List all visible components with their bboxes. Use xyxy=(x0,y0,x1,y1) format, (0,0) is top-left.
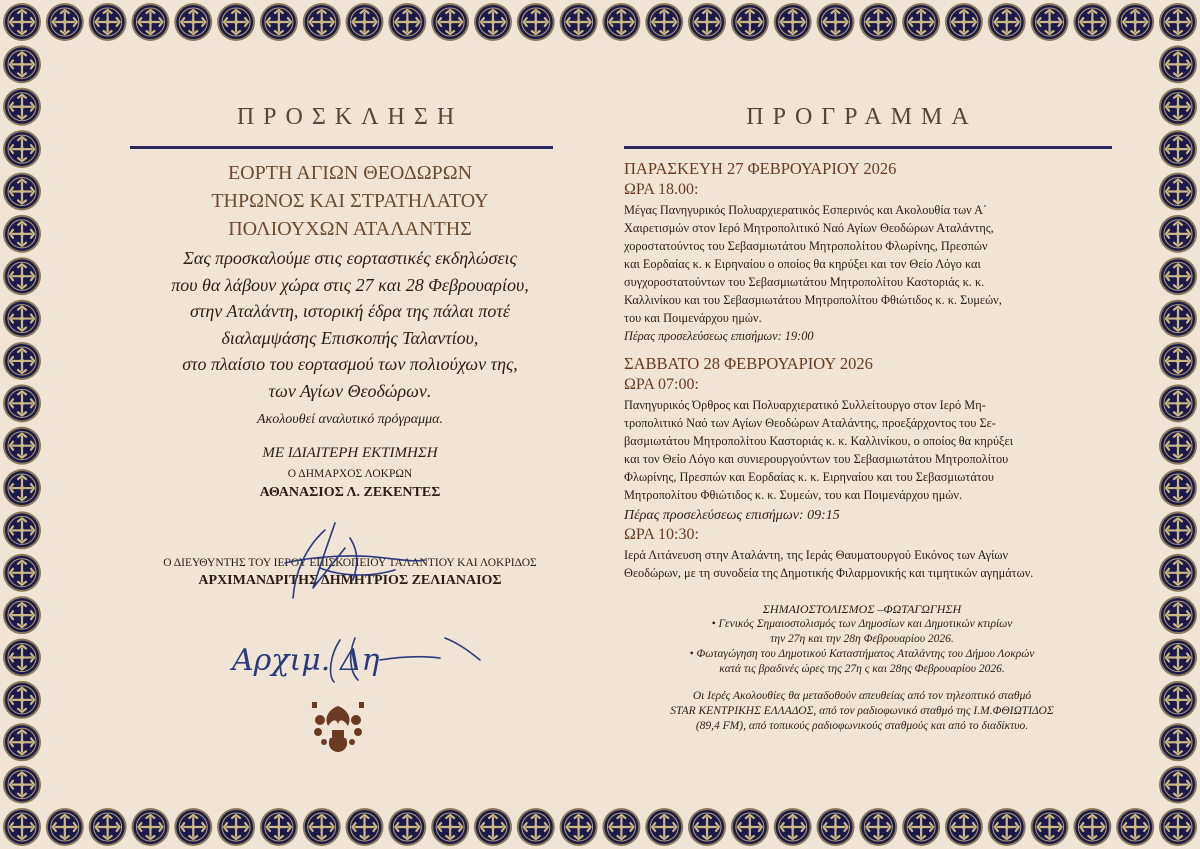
broadcast-line: STAR ΚΕΝΤΡΙΚΗΣ ΕΛΛΑΔΟΣ, από τον ραδιοφωνικό σταθμό της Ι.Μ.ΦΘΙΩΤΙΔΟΣ xyxy=(670,705,1054,717)
border-medallion-icon xyxy=(474,808,512,846)
border-medallion-icon xyxy=(1159,554,1197,592)
day1-time: ΩΡΑ 18.00: xyxy=(624,181,699,198)
mayor-role: Ο ΔΗΜΑΡΧΟΣ ΛΟΚΡΩΝ xyxy=(287,468,413,480)
broadcast-line: Οι Ιερές Ακολουθίες θα μεταδοθούν απευθείας από τον τηλεοπτικό σταθμό xyxy=(692,690,1032,702)
border-medallion-icon xyxy=(988,808,1026,846)
border-medallion-icon xyxy=(688,808,726,846)
border-medallion-icon xyxy=(1159,300,1197,338)
day2-end-note: Πέρας προσελεύσεως επισήμων: 09:15 xyxy=(624,508,840,523)
border-medallion-icon xyxy=(774,3,812,41)
description-line: Ιερά Λιτάνευση στην Αταλάντη, της Ιεράς Θαυματουργού Εικόνος των Αγίων xyxy=(624,548,1009,562)
border-medallion-icon xyxy=(303,3,341,41)
invitation-line: των Αγίων Θεοδώρων. xyxy=(268,380,432,401)
border-medallion-icon xyxy=(688,3,726,41)
border-medallion-icon xyxy=(3,215,41,253)
border-medallion-icon xyxy=(1116,3,1154,41)
day1-end-note: Πέρας προσελεύσεως επισήμων: 19:00 xyxy=(624,329,814,343)
director-signature xyxy=(230,630,490,690)
border-medallion-icon xyxy=(859,3,897,41)
feast-title xyxy=(105,159,595,243)
day2-time2: ΩΡΑ 10:30: xyxy=(624,526,699,543)
decoration-line: την 27η και την 28η Φεβρουαρίου 2026. xyxy=(770,633,954,645)
invitation-line: Σας προσκαλούμε στις εορταστικές εκδηλώσεις xyxy=(183,248,517,268)
feast-title-line: ΕΟΡΤΗ ΑΓΙΩΝ ΘΕΟΔΩΡΩΝ xyxy=(227,162,473,184)
border-medallion-icon xyxy=(1159,639,1197,677)
border-medallion-icon xyxy=(816,3,854,41)
feast-title-line: ΤΗΡΩΝΟΣ ΚΑΙ ΣΤΡΑΤΗΛΑΤΟΥ xyxy=(211,190,489,212)
border-medallion-icon xyxy=(1031,3,1069,41)
decoration-title: ΣΗΜΑΙΟΣΤΟΛΙΣΜΟΣ –ΦΩΤΑΓΩΓΗΣΗ xyxy=(762,602,962,616)
broadcast-block xyxy=(612,689,1112,734)
border-medallion-icon xyxy=(945,3,983,41)
border-medallion-icon xyxy=(260,3,298,41)
border-medallion-icon xyxy=(1031,808,1069,846)
border-medallion-icon xyxy=(645,3,683,41)
invitation-line: στο πλαίσιο του εορτασμού των πολιούχων της, xyxy=(182,354,518,374)
border-medallion-icon xyxy=(3,723,41,761)
decoration-block xyxy=(612,602,1112,677)
decoration-line: • Γενικός Σημαιοστολισμός των Δημοσίων και Δημοτικών κτιρίων xyxy=(711,618,1013,630)
border-medallion-icon xyxy=(3,681,41,719)
feast-title-line: ΠΟΛΙΟΥΧΩΝ ΑΤΑΛΑΝΤΗΣ xyxy=(228,218,472,240)
description-line: Φλωρίνης, Πρεσπών και Εορδαίας κ. κ. Ειρηναίου και του Σεβασμιωτάτου xyxy=(624,470,994,484)
day2-time: ΩΡΑ 07:00: xyxy=(624,376,699,393)
description-line: βασμιωτάτου Μητροπολίτου Καστοριάς κ. κ. Καλλινίκου, ο οποίος θα κηρύξει xyxy=(624,434,1014,448)
border-medallion-icon xyxy=(1159,88,1197,126)
description-line: Μέγας Πανηγυρικός Πολυαρχιερατικός Εσπερινός και Ακολουθία των Α΄ xyxy=(624,203,988,217)
broadcast-line: (89,4 FM), από τοπικούς ραδιοφωνικούς σταθμούς και από το διαδίκτυο. xyxy=(695,720,1029,732)
border-medallion-icon xyxy=(602,3,640,41)
border-medallion-icon xyxy=(988,3,1026,41)
border-medallion-icon xyxy=(346,808,384,846)
border-medallion-icon xyxy=(3,88,41,126)
border-medallion-icon xyxy=(131,3,169,41)
follow-note: Ακολουθεί αναλυτικό πρόγραμμα. xyxy=(256,412,444,427)
border-medallion-icon xyxy=(303,808,341,846)
border-medallion-icon xyxy=(46,3,84,41)
border-medallion-icon xyxy=(731,808,769,846)
border-medallion-icon xyxy=(560,3,598,41)
border-medallion-icon xyxy=(1116,808,1154,846)
border-medallion-icon xyxy=(902,3,940,41)
border-medallion-icon xyxy=(3,45,41,83)
description-line: Θεοδώρων, με τη συνοδεία της Δημοτικής Φιλαρμονικής και τιμητικών αγημάτων. xyxy=(624,566,1034,580)
border-medallion-icon xyxy=(517,3,555,41)
border-medallion-icon xyxy=(1159,215,1197,253)
border-medallion-icon xyxy=(3,172,41,210)
border-medallion-icon xyxy=(388,3,426,41)
day2-description xyxy=(612,396,1112,504)
border-medallion-icon xyxy=(431,808,469,846)
border-medallion-icon xyxy=(131,808,169,846)
border-medallion-icon xyxy=(217,3,255,41)
divider xyxy=(130,146,553,149)
description-line: και Εορδαίας κ. κ Ειρηναίου ο οποίος θα κηρύξει και τον Θείο Λόγο και xyxy=(624,257,981,271)
border-medallion-icon xyxy=(1159,469,1197,507)
decoration-line: κατά τις βραδινές ώρες της 27η ς και 28ης Φεβρουαρίου 2026. xyxy=(719,663,1005,675)
description-line: Μητροπολίτου Φθιώτιδος κ. κ. Συμεών, του και Ποιμενάρχου ημών. xyxy=(624,488,963,502)
border-medallion-icon xyxy=(1159,681,1197,719)
description-line: Πανηγυρικός Όρθρος και Πολυαρχιερατικό Συλλείτουργο στον Ιερό Μη- xyxy=(624,398,986,412)
border-medallion-icon xyxy=(902,808,940,846)
border-medallion-icon xyxy=(1159,45,1197,83)
description-line: χοροστατούντος του Σεβασμιωτάτου Μητροπολίτου Φλωρίνης, Πρεσπών xyxy=(624,239,988,253)
border-medallion-icon xyxy=(1159,511,1197,549)
border-medallion-icon xyxy=(3,130,41,168)
border-medallion-icon xyxy=(560,808,598,846)
invitation-text xyxy=(105,245,595,404)
invitation-heading: ΠΡΟΣΚΛΗΣΗ xyxy=(236,104,464,130)
description-line: και τον Θείο Λόγο και συνιερουργούντων του Σεβασμιωτάτου Μητροπολίτου xyxy=(624,452,1009,466)
day1-title: ΠΑΡΑΣΚΕΥΗ 27 ΦΕΒΡΟΥΑΡΙΟΥ 2026 xyxy=(624,159,897,178)
invitation-panel xyxy=(105,80,595,777)
border-medallion-icon xyxy=(3,766,41,804)
border-medallion-icon xyxy=(1159,808,1197,846)
border-medallion-icon xyxy=(731,3,769,41)
border-medallion-icon xyxy=(3,511,41,549)
border-medallion-icon xyxy=(260,808,298,846)
church-emblem-icon xyxy=(308,700,368,755)
border-medallion-icon xyxy=(3,596,41,634)
border-medallion-icon xyxy=(89,808,127,846)
description-line: Χαιρετισμών στον Ιερό Μητροπολιτικό Ναό Αγίων Θεοδώρων Αταλάντης, xyxy=(624,221,994,235)
border-medallion-icon xyxy=(1159,130,1197,168)
invitation-line: στην Αταλάντη, ιστορική έδρα της πάλαι ποτέ xyxy=(190,301,510,321)
border-medallion-icon xyxy=(602,808,640,846)
border-medallion-icon xyxy=(3,384,41,422)
regards: ΜΕ ΙΔΙΑΙΤΕΡΗ ΕΚΤΙΜΗΣΗ xyxy=(262,445,438,461)
decoration-line: • Φωταγώγηση του Δημοτικού Καταστήματος Αταλάντης του Δήμου Λοκρών xyxy=(689,648,1035,660)
divider xyxy=(624,146,1112,149)
border-medallion-icon xyxy=(3,3,41,41)
border-medallion-icon xyxy=(1159,427,1197,465)
program-heading: ΠΡΟΓΡΑΜΜΑ xyxy=(746,104,978,130)
description-line: του και Ποιμενάρχου ημών. xyxy=(624,311,762,325)
border-medallion-icon xyxy=(217,808,255,846)
border-medallion-icon xyxy=(174,808,212,846)
description-line: Καλλινίκου και του Σεβασμιωτάτου Μητροπολίτου Φθιώτιδος κ. κ. Συμεών, xyxy=(624,293,1002,307)
program-panel xyxy=(612,80,1112,777)
border-medallion-icon xyxy=(3,342,41,380)
border-medallion-icon xyxy=(1159,172,1197,210)
description-line: συγχοροστατούντων του Σεβασμιωτάτου Μητροπολίτου Καστοριάς κ. κ. xyxy=(624,275,985,289)
border-medallion-icon xyxy=(859,808,897,846)
day1-description xyxy=(612,201,1112,327)
border-medallion-icon xyxy=(1073,3,1111,41)
signature-script: Αρχιμ. Δη xyxy=(232,643,380,678)
day2-title: ΣΑΒΒΑΤΟ 28 ΦΕΒΡΟΥΑΡΙΟΥ 2026 xyxy=(624,354,873,373)
border-medallion-icon xyxy=(1159,766,1197,804)
border-medallion-icon xyxy=(1159,257,1197,295)
border-medallion-icon xyxy=(945,808,983,846)
description-line: τροπολιτικό Ναό των Αγίων Θεοδώρων Αταλάντης, προεξάρχοντος του Σε- xyxy=(624,416,996,430)
border-medallion-icon xyxy=(174,3,212,41)
border-medallion-icon xyxy=(1073,808,1111,846)
border-medallion-icon xyxy=(816,808,854,846)
border-medallion-icon xyxy=(1159,3,1197,41)
border-medallion-icon xyxy=(388,808,426,846)
border-medallion-icon xyxy=(46,808,84,846)
border-medallion-icon xyxy=(89,3,127,41)
border-medallion-icon xyxy=(517,808,555,846)
border-medallion-icon xyxy=(1159,342,1197,380)
border-medallion-icon xyxy=(3,469,41,507)
invitation-line: που θα λάβουν χώρα στις 27 και 28 Φεβρουαρίου, xyxy=(171,274,529,295)
border-medallion-icon xyxy=(1159,596,1197,634)
mayor-signature xyxy=(265,518,445,608)
border-medallion-icon xyxy=(346,3,384,41)
border-medallion-icon xyxy=(3,808,41,846)
border-medallion-icon xyxy=(3,554,41,592)
border-medallion-icon xyxy=(1159,384,1197,422)
border-medallion-icon xyxy=(774,808,812,846)
border-medallion-icon xyxy=(645,808,683,846)
day2-description2 xyxy=(612,546,1112,582)
border-medallion-icon xyxy=(474,3,512,41)
border-medallion-icon xyxy=(3,257,41,295)
mayor-name: ΑΘΑΝΑΣΙΟΣ Λ. ΖΕΚΕΝΤΕΣ xyxy=(259,485,441,500)
border-medallion-icon xyxy=(1159,723,1197,761)
invitation-line: διαλαμψάσης Επισκοπής Ταλαντίου, xyxy=(221,327,479,348)
director-role: Ο ΔΙΕΥΘΥΝΤΗΣ ΤΟΥ ΙΕΡΟΥ ΕΠΙΣΚΟΠΕΙΟΥ ΤΑΛΑΝΤΙΟΥ ΚΑΙ ΛΟΚΡΙΔΟΣ xyxy=(163,557,537,569)
border-medallion-icon xyxy=(3,300,41,338)
border-medallion-icon xyxy=(431,3,469,41)
border-medallion-icon xyxy=(3,639,41,677)
border-medallion-icon xyxy=(3,427,41,465)
director-name: ΑΡΧΙΜΑΝΔΡΙΤΗΣ ΔΗΜΗΤΡΙΟΣ ΖΕΛΙΑΝΑΙΟΣ xyxy=(198,573,502,588)
